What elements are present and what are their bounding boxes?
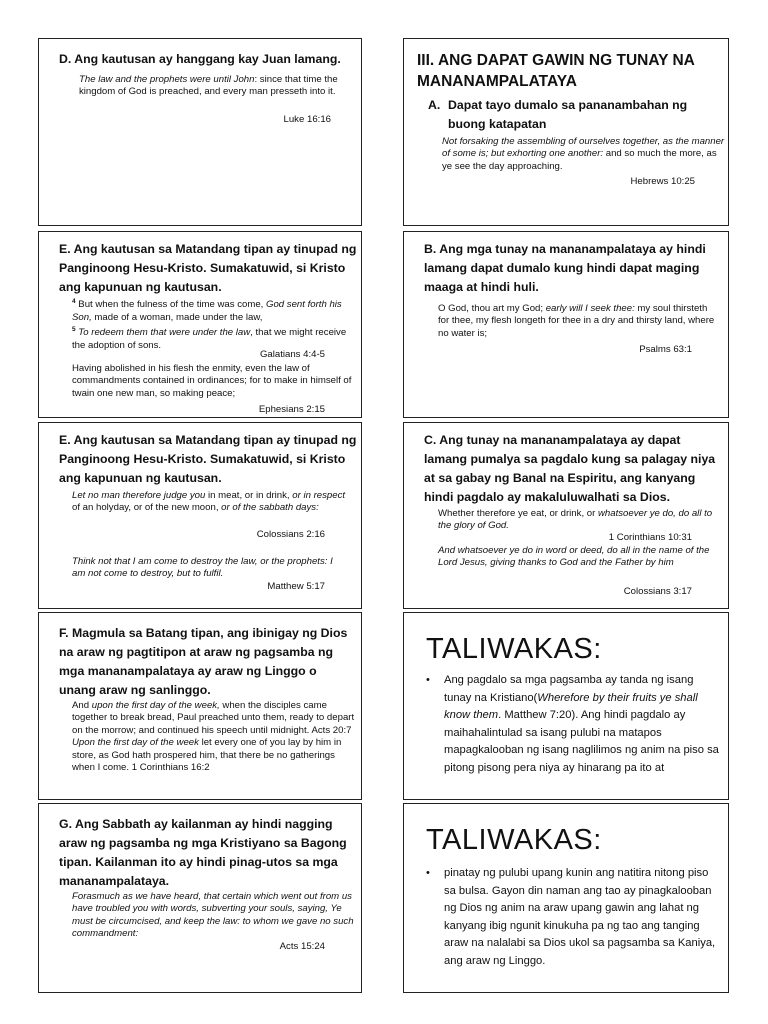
card-iii-a-heading: Dapat tayo dumalo sa pananambahan ng buong katapatan [448, 98, 688, 131]
card-d-ref: Luke 16:16 [283, 114, 331, 125]
bullet-icon: • [426, 867, 430, 879]
card-b [403, 231, 729, 418]
card-iii-quote [442, 136, 725, 173]
card-g-quote: Forasmuch as we have heard, that certain which went out from us have troubled you with words, subverting your souls, saying, Ye must be circumcised, and keep the law: to whom we gave no such commandment: [72, 891, 354, 940]
verse-5-b: To redeem them that were under the law [75, 327, 251, 339]
card-b-heading: B. Ang mga tunay na mananampalataya ay hindi lamang dapat dumalo kung hindi dapat maging maaga at hindi huli. [424, 242, 706, 294]
card-g [38, 803, 362, 993]
card-e2-q-a: Let no man therefore judge you [72, 490, 206, 501]
card-d [38, 38, 362, 226]
verse-4-a: But when the fulness of the time was come, [75, 299, 266, 311]
card-c-heading: C. Ang tunay na mananampalataya ay dapat lamang pumalya sa pagdalo kung sa palagay niya at sa gabay ng Banal na Espiritu, ang kanyang hindi pagdalo ay makaluluwalhati sa Dios. [424, 433, 716, 504]
card-e2-ref2: Matthew 5:17 [267, 581, 325, 592]
card-e2-q-c: or in respect [292, 490, 346, 501]
card-e2-q-d: of an holyday, or of the new moon, [72, 502, 222, 514]
card-f-q-b: upon the first day of the week, [91, 700, 220, 711]
card-e1-ref2: Ephesians 2:15 [258, 404, 325, 415]
card-b-quote [438, 303, 720, 340]
card-b-q-c: my soul thirsteth for thee, my flesh longeth for thee in a dry and thirsty land, where no water is; [438, 303, 715, 339]
card-iii-quote-italic: Not forsaking the assembling of ourselves together, as the manner of some is; but exhorting one another: [442, 136, 725, 160]
verse-4-c: made of a woman, made under the law, [91, 311, 263, 323]
card-c-q-a: Whether therefore ye eat, or drink, or [438, 508, 598, 519]
card-t1-text-b: Wherefore by their fruits ye shall know them [444, 691, 698, 722]
card-d-quote-rest: : since that time the kingdom of God is preached, and every man presseth into it. [79, 74, 338, 98]
card-e1-quote2: Having abolished in his flesh the enmity, even the law of commandments contained in ordinances; for to make in himself of twain one new man, so making peace; [72, 363, 352, 399]
card-f-q-c: when the disciples came together to break bread, Paul preached unto them, ready to depart on the morrow; and continued his speech until midnight. Acts 20:7 [72, 700, 355, 736]
card-d-heading: D. Ang kautusan ay hanggang kay Juan lamang. [59, 52, 341, 66]
card-t1-text-a: Ang pagdalo sa mga pagsamba ay tanda ng isang tunay na Kristiano( [444, 674, 694, 704]
verse-5-number: 5 [72, 326, 76, 333]
card-g-ref: Acts 15:24 [279, 941, 325, 952]
card-e2 [38, 422, 362, 609]
card-taliwakas-1-text [444, 672, 719, 778]
card-c-quote2: And whatsoever ye do in word or deed, do all in the name of the Lord Jesus, giving thanks to God and the Father by him [438, 545, 710, 569]
card-g-heading: G. Ang Sabbath ay kailanman ay hindi nagging araw ng pagsamba ng mga Kristiyano sa Bagong tipan. Kailanman ito ay hindi pinag-utos sa mga mananampalataya. [59, 817, 347, 888]
card-e2-ref1: Colossians 2:16 [256, 529, 325, 540]
card-taliwakas-2-text: pinatay ng pulubi upang kunin ang natitira nitong piso sa bulsa. Gayon din naman ang tao ay pinagkalooban ng Dios ng anim na araw upang gawin ang lahat ng kanyang ibig ngunit kinukuha pa ng tao ang tanging araw na nalalabi sa Dios ukol sa pagsamba sa Kaniya, ang araw ng Linggo. [444, 867, 716, 967]
card-e2-quote2: Think not that I am come to destroy the law, or the prophets: I am not come to destroy, but to fulfil. [72, 556, 333, 580]
card-d-quote-italic: The law and the prophets were until John [79, 74, 255, 85]
card-b-q-a: O God, thou art my God; [438, 303, 546, 314]
card-e2-quote1 [72, 490, 352, 515]
card-iii-ref: Hebrews 10:25 [630, 176, 695, 187]
card-iii-quote-rest: and so much the more, as ye see the day approaching. [442, 148, 717, 172]
card-iii-title: III. ANG DAPAT GAWIN NG TUNAY NA MANANAMPALATAYA [417, 52, 695, 90]
verse-4-b: God sent forth his Son, [72, 299, 342, 323]
card-f [38, 612, 362, 800]
card-taliwakas-2-title: TALIWAKAS: [426, 824, 602, 856]
card-c [403, 422, 729, 609]
card-taliwakas-1-title: TALIWAKAS: [426, 633, 602, 665]
card-f-heading: F. Magmula sa Batang tipan, ang ibinigay ng Dios na araw ng pagtitipon at araw ng pagsamba ng mga mananampalataya ay araw ng Linggo o unang araw ng sanlinggo. [59, 626, 348, 697]
card-e1-ref1: Galatians 4:4-5 [259, 349, 325, 360]
card-iii [403, 38, 729, 226]
verse-4-number: 4 [72, 298, 76, 305]
card-c-q-b: whatsoever ye do, do all to the glory of God. [438, 508, 713, 532]
card-taliwakas-1 [403, 612, 729, 800]
card-e1-quote1 [72, 296, 352, 352]
card-b-q-b: early will I seek thee: [545, 303, 635, 314]
card-e2-heading: E. Ang kautusan sa Matandang tipan ay tinupad ng Panginoong Hesu-Kristo. Sumakatuwid, si Kristo ang kapunuan ng kautusan. [59, 433, 357, 485]
card-c-ref2: Colossians 3:17 [623, 586, 692, 597]
card-e1 [38, 231, 362, 418]
card-t1-text-c: . Matthew 7:20). Ang hindi pagdalo ay maihahalintulad sa isang pulubi na matapos mapagkalooban ng isang naglilimos ng anim na piso sa pitong pisong pera niya ay hinarang pa ito at [444, 709, 719, 774]
card-f-q-a: And [72, 700, 92, 711]
card-e2-q-e: or of the sabbath days: [221, 502, 319, 514]
card-c-quote1 [438, 508, 722, 533]
bullet-icon: • [426, 674, 430, 686]
card-e1-heading: E. Ang kautusan sa Matandang tipan ay tinupad ng Panginoong Hesu-Kristo. Sumakatuwid, si Kristo ang kapunuan ng kautusan. [59, 242, 357, 294]
card-d-quote [79, 74, 349, 99]
card-c-ref1: 1 Corinthians 10:31 [608, 532, 692, 543]
card-iii-a-letter: A. [428, 98, 441, 112]
card-f-q2-b: Upon the first day of the week [72, 737, 199, 749]
card-b-ref: Psalms 63:1 [639, 344, 692, 355]
card-f-q2-c: let every one of you lay by him in store, as God hath prospered him, that there be no gatherings when I come. 1 Corinthians 16:2 [72, 737, 342, 774]
card-e2-q-b: in meat, or in drink, [205, 490, 293, 501]
card-taliwakas-2 [403, 803, 729, 993]
card-f-quote [72, 700, 357, 774]
verse-5-c: , that we might receive the adoption of sons. [72, 327, 347, 351]
